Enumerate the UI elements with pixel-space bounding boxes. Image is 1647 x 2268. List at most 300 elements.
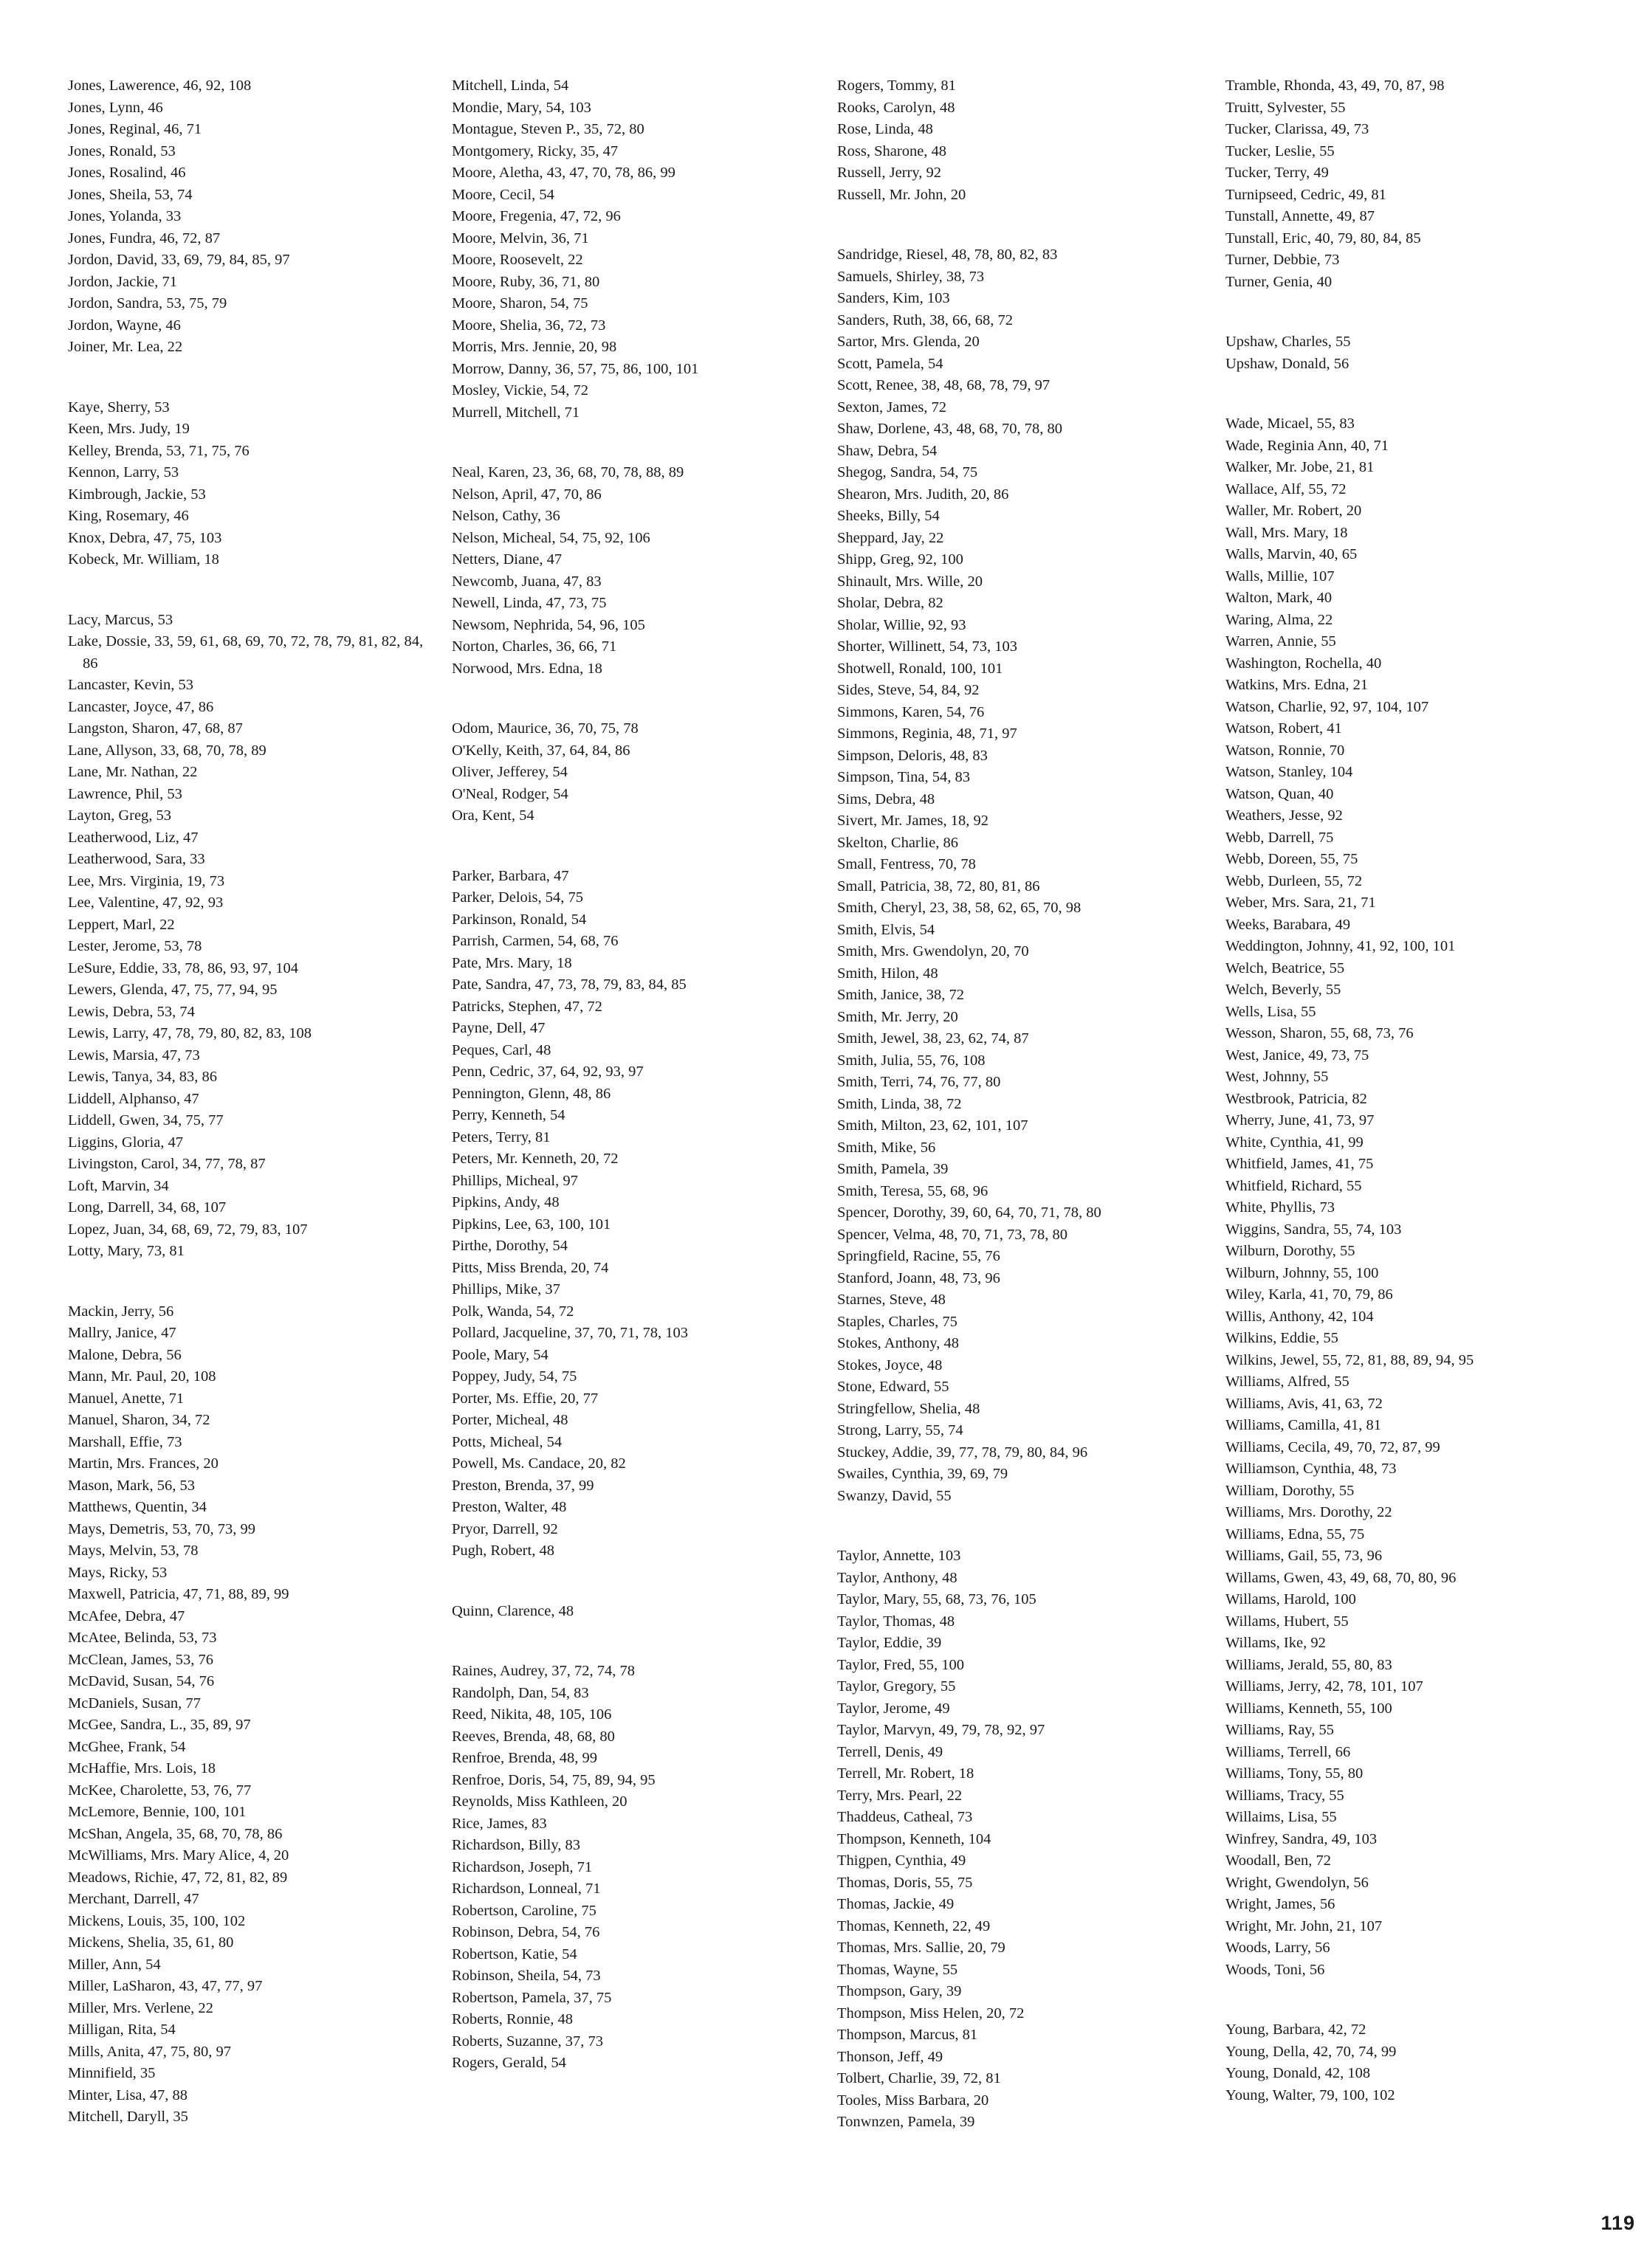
index-column-4 (1225, 75, 1595, 2145)
index-entry: Langston, Sharon, 47, 68, 87 (68, 720, 243, 737)
index-entry: Wilburn, Dorothy, 55 (1225, 1243, 1355, 1259)
index-entry: Skelton, Charlie, 86 (837, 834, 958, 851)
index-entry: Smith, Mike, 56 (837, 1139, 936, 1156)
index-entry: Perry, Kenneth, 54 (452, 1107, 565, 1123)
index-entry: Stuckey, Addie, 39, 77, 78, 79, 80, 84, 96 (837, 1444, 1088, 1461)
index-entry: Lancaster, Kevin, 53 (68, 677, 193, 693)
index-entry: Mays, Ricky, 53 (68, 1564, 168, 1581)
index-letter-group (452, 1661, 821, 2075)
index-entry: Taylor, Marvyn, 49, 79, 78, 92, 97 (837, 1722, 1045, 1738)
index-entry: Jones, Lynn, 46 (68, 99, 163, 116)
index-entry: Smith, Milton, 23, 62, 101, 107 (837, 1117, 1028, 1134)
index-entry: Smith, Linda, 38, 72 (837, 1095, 962, 1112)
index-entry: Watkins, Mrs. Edna, 21 (1225, 677, 1369, 693)
index-entry: Williams, Mrs. Dorothy, 22 (1225, 1504, 1392, 1520)
index-entry: Sims, Debra, 48 (837, 790, 935, 807)
index-entry: Shaw, Debra, 54 (837, 442, 938, 459)
index-entry: Mays, Melvin, 53, 78 (68, 1543, 199, 1559)
index-entry: Springfield, Racine, 55, 76 (837, 1248, 1000, 1264)
index-entry: Smith, Mr. Jerry, 20 (837, 1008, 958, 1025)
index-entry: Manuel, Sharon, 34, 72 (68, 1412, 210, 1428)
index-entry: Renfroe, Brenda, 48, 99 (452, 1750, 597, 1766)
index-entry: Rice, James, 83 (452, 1815, 547, 1832)
index-entry: Williams, Avis, 41, 63, 72 (1225, 1395, 1383, 1412)
index-entry: Moore, Shelia, 36, 72, 73 (452, 317, 606, 334)
index-entry: Williams, Camilla, 41, 81 (1225, 1417, 1381, 1433)
index-entry: Moore, Sharon, 54, 75 (452, 295, 588, 311)
index-entry: Marshall, Effie, 73 (68, 1433, 182, 1450)
index-entry: Jones, Reginal, 46, 71 (68, 121, 202, 137)
index-entry: Polk, Wanda, 54, 72 (452, 1303, 574, 1320)
index-entry: Thompson, Gary, 39 (837, 1983, 962, 1999)
index-entry: Tucker, Leslie, 55 (1225, 142, 1335, 159)
index-entry: Pipkins, Lee, 63, 100, 101 (452, 1216, 611, 1233)
index-entry: Thompson, Miss Helen, 20, 72 (837, 2005, 1025, 2021)
index-entry: Wright, Mr. John, 21, 107 (1225, 1917, 1383, 1934)
index-entry: Robinson, Sheila, 54, 73 (452, 1968, 601, 1984)
index-entry: Pate, Mrs. Mary, 18 (452, 954, 572, 971)
index-entry: Lewis, Marsia, 47, 73 (68, 1047, 200, 1064)
index-entry: Long, Darrell, 34, 68, 107 (68, 1199, 227, 1216)
index-entry: Malone, Debra, 56 (68, 1346, 182, 1363)
index-entry: Jones, Rosalind, 46 (68, 165, 186, 181)
index-entry: Preston, Walter, 48 (452, 1499, 567, 1515)
index-entry: Lane, Mr. Nathan, 22 (68, 764, 198, 780)
index-entry: Turner, Debbie, 73 (1225, 252, 1340, 268)
index-entry: Roberts, Ronnie, 48 (452, 2011, 573, 2027)
index-entry: Young, Walter, 79, 100, 102 (1225, 2086, 1395, 2103)
index-entry: Wright, Gwendolyn, 56 (1225, 1874, 1369, 1891)
index-entry: Welch, Beatrice, 55 (1225, 959, 1345, 976)
index-entry: Thompson, Marcus, 81 (837, 2027, 978, 2043)
index-entry: Truitt, Sylvester, 55 (1225, 99, 1346, 116)
index-entry: Phillips, Mike, 37 (452, 1281, 560, 1297)
index-entry: Sheeks, Billy, 54 (837, 508, 940, 524)
index-entry: Turnipseed, Cedric, 49, 81 (1225, 186, 1386, 203)
index-entry: Stringfellow, Shelia, 48 (837, 1400, 980, 1417)
index-entry: Jordon, Wayne, 46 (68, 317, 181, 334)
index-entry: Shegog, Sandra, 54, 75 (837, 464, 978, 480)
index-entry: Kennon, Larry, 53 (68, 464, 179, 480)
index-entry: Mickens, Shelia, 35, 61, 80 (68, 1934, 234, 1951)
index-entry: Williams, Ray, 55 (1225, 1722, 1335, 1738)
index-entry: Young, Donald, 42, 108 (1225, 2065, 1371, 2081)
index-entry: Miller, LaSharon, 43, 47, 77, 97 (68, 1978, 263, 1994)
index-entry: West, Janice, 49, 73, 75 (1225, 1047, 1369, 1064)
index-entry: Martin, Mrs. Frances, 20 (68, 1455, 219, 1472)
index-entry: Young, Della, 42, 70, 74, 99 (1225, 2043, 1397, 2060)
index-entry: Sholar, Willie, 92, 93 (837, 616, 966, 633)
index-entry: Poppey, Judy, 54, 75 (452, 1368, 577, 1385)
index-column-2 (452, 75, 821, 2113)
index-entry: Simpson, Tina, 54, 83 (837, 769, 970, 785)
index-entry: Simmons, Reginia, 48, 71, 97 (837, 725, 1017, 742)
index-entry: Pennington, Glenn, 48, 86 (452, 1085, 611, 1102)
index-entry: Jones, Lawerence, 46, 92, 108 (68, 77, 252, 94)
index-entry: Smith, Mrs. Gwendolyn, 20, 70 (837, 943, 1029, 959)
index-entry: Webb, Doreen, 55, 75 (1225, 851, 1358, 867)
index-entry: Preston, Brenda, 37, 99 (452, 1477, 594, 1494)
index-entry: Pryor, Darrell, 92 (452, 1520, 558, 1537)
index-entry: McLemore, Bennie, 100, 101 (68, 1804, 247, 1820)
index-entry: Winfrey, Sandra, 49, 103 (1225, 1830, 1378, 1847)
index-entry: Wright, James, 56 (1225, 1896, 1335, 1912)
index-entry: Scott, Renee, 38, 48, 68, 78, 79, 97 (837, 377, 1051, 393)
index-entry: McClean, James, 53, 76 (68, 1651, 213, 1668)
index-entry: Terrell, Mr. Robert, 18 (837, 1765, 974, 1782)
index-entry: Williamson, Cynthia, 48, 73 (1225, 1461, 1397, 1477)
index-entry: Kobeck, Mr. William, 18 (68, 551, 219, 568)
index-entry: Terrell, Denis, 49 (837, 1743, 943, 1760)
index-entry: McAfee, Debra, 47 (68, 1607, 185, 1624)
index-entry: Reynolds, Miss Kathleen, 20 (452, 1793, 627, 1810)
index-entry: Robertson, Caroline, 75 (452, 1902, 596, 1919)
index-entry: Woods, Larry, 56 (1225, 1940, 1330, 1956)
index-entry: LeSure, Eddie, 33, 78, 86, 93, 97, 104 (68, 959, 299, 976)
index-entry: Thomas, Jackie, 49 (837, 1896, 955, 1912)
index-entry: Rogers, Tommy, 81 (837, 77, 956, 94)
index-entry: Williams, Kenneth, 55, 100 (1225, 1700, 1392, 1717)
index-letter-group (68, 75, 437, 359)
index-entry: Norton, Charles, 36, 66, 71 (452, 638, 617, 655)
index-entry: McShan, Angela, 35, 68, 70, 78, 86 (68, 1825, 283, 1842)
index-entry: Sides, Steve, 54, 84, 92 (837, 682, 980, 698)
index-entry: Mills, Anita, 47, 75, 80, 97 (68, 2043, 231, 2060)
index-entry: Wiggins, Sandra, 55, 74, 103 (1225, 1221, 1402, 1238)
index-entry: Parrish, Carmen, 54, 68, 76 (452, 933, 619, 949)
index-entry: Spencer, Dorothy, 39, 60, 64, 70, 71, 78, 80 (837, 1204, 1101, 1221)
index-entry: Taylor, Jerome, 49 (837, 1700, 950, 1717)
index-entry: Watson, Ronnie, 70 (1225, 742, 1345, 759)
index-entry: Reed, Nikita, 48, 105, 106 (452, 1706, 612, 1723)
index-entry: Smith, Hilon, 48 (837, 965, 938, 982)
index-entry: Moore, Cecil, 54 (452, 186, 554, 203)
index-entry: Tunstall, Eric, 40, 79, 80, 84, 85 (1225, 230, 1421, 247)
index-entry: Strong, Larry, 55, 74 (837, 1422, 963, 1438)
index-entry: Watson, Quan, 40 (1225, 785, 1334, 802)
index-entry: Willams, Harold, 100 (1225, 1591, 1356, 1607)
index-entry: McGee, Sandra, L., 35, 89, 97 (68, 1717, 251, 1733)
index-entry: Swailes, Cynthia, 39, 69, 79 (837, 1466, 1008, 1482)
index-entry: Thomas, Doris, 55, 75 (837, 1874, 973, 1891)
index-entry: Moore, Aletha, 43, 47, 70, 78, 86, 99 (452, 165, 675, 181)
index-entry: Pollard, Jacqueline, 37, 70, 71, 78, 103 (452, 1325, 688, 1341)
index-entry: Wilburn, Johnny, 55, 100 (1225, 1264, 1379, 1281)
index-entry: Pirthe, Dorothy, 54 (452, 1238, 568, 1254)
index-entry: Sanders, Kim, 103 (837, 290, 950, 306)
index-entry: Tooles, Miss Barbara, 20 (837, 2092, 989, 2109)
index-entry: Mays, Demetris, 53, 70, 73, 99 (68, 1520, 255, 1537)
index-entry: Mason, Mark, 56, 53 (68, 1477, 195, 1494)
index-entry: Miller, Ann, 54 (68, 1956, 161, 1973)
index-entry: Taylor, Fred, 55, 100 (837, 1656, 964, 1673)
index-entry: Liddell, Gwen, 34, 75, 77 (68, 1112, 224, 1128)
index-letter-group (68, 610, 437, 1263)
index-entry: Robinson, Debra, 54, 76 (452, 1924, 600, 1940)
index-entry: Westbrook, Patricia, 82 (1225, 1090, 1367, 1107)
index-entry: Pitts, Miss Brenda, 20, 74 (452, 1259, 609, 1276)
index-entry: Taylor, Eddie, 39 (837, 1635, 942, 1651)
index-entry: Wall, Mrs. Mary, 18 (1225, 524, 1348, 541)
index-entry: Tolbert, Charlie, 39, 72, 81 (837, 2070, 1001, 2086)
index-entry: Tucker, Terry, 49 (1225, 165, 1329, 181)
index-entry: Ross, Sharone, 48 (837, 142, 947, 159)
index-column-1 (68, 75, 437, 2167)
index-entry: Williams, Tony, 55, 80 (1225, 1765, 1364, 1782)
index-entry: Powell, Ms. Candace, 20, 82 (452, 1455, 626, 1472)
index-entry: Minter, Lisa, 47, 88 (68, 2086, 188, 2103)
index-entry: Wade, Reginia Ann, 40, 71 (1225, 437, 1389, 454)
index-entry: Patricks, Stephen, 47, 72 (452, 998, 602, 1015)
index-entry: Neal, Karen, 23, 36, 68, 70, 78, 88, 89 (452, 464, 684, 480)
index-entry: Small, Patricia, 38, 72, 80, 81, 86 (837, 878, 1040, 895)
index-entry: Jones, Fundra, 46, 72, 87 (68, 230, 221, 247)
index-entry: Williams, Edna, 55, 75 (1225, 1526, 1365, 1543)
index-entry: Lake, Dossie, 33, 59, 61, 68, 69, 70, 72, 78, 79, 81, 82, 84, 86 (68, 633, 424, 672)
index-entry: Pipkins, Andy, 48 (452, 1194, 560, 1210)
index-entry: Sanders, Ruth, 38, 66, 68, 72 (837, 311, 1014, 328)
index-entry: Williams, Tracy, 55 (1225, 1787, 1344, 1804)
index-entry: Webb, Durleen, 55, 72 (1225, 872, 1363, 889)
index-entry: Merchant, Darrell, 47 (68, 1891, 199, 1907)
index-entry: Lancaster, Joyce, 47, 86 (68, 698, 214, 715)
index-letter-group (837, 244, 1206, 1507)
index-entry: Staples, Charles, 75 (837, 1313, 957, 1330)
index-entry: Morris, Mrs. Jennie, 20, 98 (452, 339, 617, 355)
index-entry: Odom, Maurice, 36, 70, 75, 78 (452, 720, 639, 737)
index-entry: Meadows, Richie, 47, 72, 81, 82, 89 (68, 1869, 288, 1886)
index-entry: Williams, Cecila, 49, 70, 72, 87, 99 (1225, 1438, 1440, 1455)
index-entry: Shotwell, Ronald, 100, 101 (837, 660, 1003, 677)
index-entry: Thomas, Mrs. Sallie, 20, 79 (837, 1940, 1005, 1956)
index-entry: Walker, Mr. Jobe, 21, 81 (1225, 459, 1375, 475)
index-entry: Terry, Mrs. Pearl, 22 (837, 1787, 963, 1804)
index-entry: Watson, Charlie, 92, 97, 104, 107 (1225, 698, 1429, 715)
index-entry: Williams, Alfred, 55 (1225, 1373, 1349, 1390)
index-entry: Miller, Mrs. Verlene, 22 (68, 1999, 213, 2016)
index-entry: Moore, Ruby, 36, 71, 80 (452, 273, 600, 290)
index-entry: Russell, Jerry, 92 (837, 165, 942, 181)
index-entry: Taylor, Gregory, 55 (837, 1678, 956, 1695)
index-entry: Whitfield, Richard, 55 (1225, 1177, 1362, 1194)
index-entry: White, Phyllis, 73 (1225, 1199, 1335, 1216)
index-entry: William, Dorothy, 55 (1225, 1482, 1355, 1499)
index-entry: Smith, Julia, 55, 76, 108 (837, 1052, 986, 1069)
index-entry: McDaniels, Susan, 77 (68, 1695, 201, 1712)
index-entry: Shaw, Dorlene, 43, 48, 68, 70, 78, 80 (837, 421, 1062, 437)
index-entry: Jordon, Sandra, 53, 75, 79 (68, 295, 227, 311)
index-entry: Weathers, Jesse, 92 (1225, 807, 1343, 824)
index-entry: Peters, Mr. Kenneth, 20, 72 (452, 1151, 619, 1167)
index-entry: Woods, Toni, 56 (1225, 1961, 1325, 1978)
index-entry: Leatherwood, Sara, 33 (68, 851, 205, 867)
index-entry: Tucker, Clarissa, 49, 73 (1225, 121, 1369, 137)
index-entry: Smith, Janice, 38, 72 (837, 987, 964, 1003)
index-entry: Richardson, Billy, 83 (452, 1837, 581, 1853)
index-entry: Scott, Pamela, 54 (837, 355, 943, 372)
index-entry: Small, Fentress, 70, 78 (837, 856, 976, 872)
index-entry: Robertson, Katie, 54 (452, 1945, 577, 1962)
index-letter-group (452, 462, 821, 680)
index-entry: Mallry, Janice, 47 (68, 1325, 176, 1341)
index-entry: Porter, Micheal, 48 (452, 1412, 568, 1428)
index-entry: Kimbrough, Jackie, 53 (68, 486, 206, 503)
index-letter-group (452, 1601, 821, 1623)
index-entry: Newell, Linda, 47, 73, 75 (452, 595, 607, 611)
index-entry: Upshaw, Donald, 56 (1225, 355, 1349, 372)
index-entry: Thomas, Wayne, 55 (837, 1961, 958, 1978)
index-letter-group (452, 718, 821, 827)
index-entry: Mickens, Louis, 35, 100, 102 (68, 1912, 246, 1929)
index-entry: Lester, Jerome, 53, 78 (68, 938, 202, 954)
index-entry: Smith, Teresa, 55, 68, 96 (837, 1182, 988, 1199)
index-entry: Mitchell, Daryll, 35 (68, 2109, 188, 2125)
index-entry: Sholar, Debra, 82 (837, 595, 943, 611)
index-entry: Peques, Carl, 48 (452, 1041, 551, 1058)
index-entry: Stokes, Anthony, 48 (837, 1335, 959, 1351)
index-entry: Willams, Hubert, 55 (1225, 1613, 1349, 1630)
index-entry: Parker, Delois, 54, 75 (452, 889, 583, 906)
index-entry: Roberts, Suzanne, 37, 73 (452, 2033, 603, 2050)
index-entry: Simmons, Karen, 54, 76 (837, 703, 985, 720)
index-letter-group (837, 75, 1206, 206)
index-entry: Williams, Gail, 55, 73, 96 (1225, 1548, 1383, 1564)
index-entry: Shorter, Willinett, 54, 73, 103 (837, 638, 1017, 655)
index-entry: Mitchell, Linda, 54 (452, 77, 569, 94)
index-entry: Warren, Annie, 55 (1225, 633, 1336, 649)
index-letter-group (452, 75, 821, 424)
index-entry: Jones, Yolanda, 33 (68, 208, 182, 224)
index-entry: Liggins, Gloria, 47 (68, 1134, 184, 1151)
index-entry: Minnifield, 35 (68, 2065, 156, 2081)
index-entry: Webb, Darrell, 75 (1225, 829, 1334, 846)
index-entry: White, Cynthia, 41, 99 (1225, 1134, 1364, 1151)
index-entry: Montague, Steven P., 35, 72, 80 (452, 121, 644, 137)
index-entry: Richardson, Joseph, 71 (452, 1858, 593, 1875)
index-entry: Watson, Robert, 41 (1225, 720, 1342, 737)
index-entry: Welch, Beverly, 55 (1225, 982, 1341, 998)
index-entry: Richardson, Lonneal, 71 (452, 1881, 601, 1897)
index-entry: Wells, Lisa, 55 (1225, 1003, 1316, 1020)
index-entry: Potts, Micheal, 54 (452, 1433, 563, 1450)
index-entry: Phillips, Micheal, 97 (452, 1172, 578, 1189)
index-entry: Willams, Gwen, 43, 49, 68, 70, 80, 96 (1225, 1569, 1457, 1586)
index-entry: Washington, Rochella, 40 (1225, 655, 1382, 672)
index-entry: Upshaw, Charles, 55 (1225, 334, 1351, 350)
index-entry: Williams, Jerald, 55, 80, 83 (1225, 1656, 1392, 1673)
index-entry: Maxwell, Patricia, 47, 71, 88, 89, 99 (68, 1586, 289, 1602)
index-entry: Rose, Linda, 48 (837, 121, 933, 137)
index-entry: Lewis, Tanya, 34, 83, 86 (68, 1069, 218, 1085)
index-entry: Weber, Mrs. Sara, 21, 71 (1225, 895, 1376, 911)
index-entry: Kaye, Sherry, 53 (68, 399, 170, 416)
index-entry: Milligan, Rita, 54 (68, 2021, 176, 2038)
index-entry: Lane, Allyson, 33, 68, 70, 78, 89 (68, 742, 267, 759)
index-entry: McKee, Charolette, 53, 76, 77 (68, 1782, 252, 1799)
index-entry: Robertson, Pamela, 37, 75 (452, 1989, 612, 2006)
index-entry: Thaddeus, Catheal, 73 (837, 1809, 973, 1825)
index-entry: Sandridge, Riesel, 48, 78, 80, 82, 83 (837, 247, 1058, 263)
index-entry: Netters, Diane, 47 (452, 551, 563, 568)
index-entry: Moore, Fregenia, 47, 72, 96 (452, 208, 621, 224)
index-column-3 (837, 75, 1206, 2172)
index-entry: Taylor, Anthony, 48 (837, 1569, 957, 1586)
index-letter-group (1225, 75, 1595, 293)
index-entry: Jordon, David, 33, 69, 79, 84, 85, 97 (68, 252, 290, 268)
index-entry: McGhee, Frank, 54 (68, 1738, 186, 1755)
index-entry: Shinault, Mrs. Wille, 20 (837, 573, 983, 590)
index-entry: Willams, Ike, 92 (1225, 1635, 1326, 1651)
index-entry: Sartor, Mrs. Glenda, 20 (837, 334, 980, 350)
index-entry: Watson, Stanley, 104 (1225, 764, 1353, 780)
index-entry: Starnes, Steve, 48 (837, 1292, 946, 1308)
index-entry: King, Rosemary, 46 (68, 508, 189, 524)
index-entry: Loft, Marvin, 34 (68, 1177, 169, 1194)
index-entry: Moore, Roosevelt, 22 (452, 252, 583, 268)
index-entry: Lee, Mrs. Virginia, 19, 73 (68, 872, 225, 889)
index-entry: Nelson, Micheal, 54, 75, 92, 106 (452, 529, 650, 546)
index-entry: Lopez, Juan, 34, 68, 69, 72, 79, 83, 107 (68, 1221, 308, 1238)
index-entry: Lewers, Glenda, 47, 75, 77, 94, 95 (68, 982, 278, 998)
index-entry: Pate, Sandra, 47, 73, 78, 79, 83, 84, 85 (452, 976, 687, 993)
index-entry: Shearon, Mrs. Judith, 20, 86 (837, 486, 1009, 503)
index-entry: Russell, Mr. John, 20 (837, 186, 966, 203)
index-entry: Woodall, Ben, 72 (1225, 1852, 1331, 1869)
index-entry: Wiley, Karla, 41, 70, 79, 86 (1225, 1286, 1393, 1303)
index-letter-group (68, 397, 437, 571)
index-entry: Keen, Mrs. Judy, 19 (68, 421, 190, 437)
index-entry: Waring, Alma, 22 (1225, 611, 1333, 628)
index-entry: Wilkins, Eddie, 55 (1225, 1330, 1338, 1346)
index-entry: Livingston, Carol, 34, 77, 78, 87 (68, 1156, 266, 1172)
index-entry: Lee, Valentine, 47, 92, 93 (68, 895, 224, 911)
index-letter-group (68, 1301, 437, 2129)
index-entry: Newcomb, Juana, 47, 83 (452, 573, 602, 590)
index-entry: Stone, Edward, 55 (837, 1379, 949, 1395)
index-entry: Williams, Jerry, 42, 78, 101, 107 (1225, 1678, 1423, 1695)
index-entry: Raines, Audrey, 37, 72, 74, 78 (452, 1663, 636, 1679)
index-entry: Lacy, Marcus, 53 (68, 611, 173, 628)
index-entry: Quinn, Clarence, 48 (452, 1602, 574, 1619)
index-entry: Wade, Micael, 55, 83 (1225, 416, 1355, 432)
index-entry: Wesson, Sharon, 55, 68, 73, 76 (1225, 1025, 1414, 1041)
index-entry: Tonwnzen, Pamela, 39 (837, 2114, 975, 2130)
index-entry: Smith, Jewel, 38, 23, 62, 74, 87 (837, 1030, 1029, 1047)
index-entry: Waller, Mr. Robert, 20 (1225, 503, 1362, 519)
index-entry: Wilkins, Jewel, 55, 72, 81, 88, 89, 94, 95 (1225, 1351, 1474, 1368)
index-entry: Norwood, Mrs. Edna, 18 (452, 660, 602, 677)
index-entry: Morrow, Danny, 36, 57, 75, 86, 100, 101 (452, 360, 699, 377)
index-entry: Knox, Debra, 47, 75, 103 (68, 529, 222, 546)
index-entry: Mosley, Vickie, 54, 72 (452, 382, 588, 399)
index-entry: Thompson, Kenneth, 104 (837, 1830, 991, 1847)
index-entry: Tramble, Rhonda, 43, 49, 70, 87, 98 (1225, 77, 1445, 94)
index-entry: Parker, Barbara, 47 (452, 867, 569, 884)
index-entry: Manuel, Anette, 71 (68, 1390, 185, 1407)
index-entry: Weddington, Johnny, 41, 92, 100, 101 (1225, 938, 1456, 954)
index-entry: Kelley, Brenda, 53, 71, 75, 76 (68, 442, 250, 459)
index-entry: Nelson, April, 47, 70, 86 (452, 486, 602, 503)
index-entry: Murrell, Mitchell, 71 (452, 404, 580, 421)
index-entry: Thigpen, Cynthia, 49 (837, 1852, 966, 1869)
index-entry: Sivert, Mr. James, 18, 92 (837, 813, 988, 829)
index-entry: Lewis, Larry, 47, 78, 79, 80, 82, 83, 108 (68, 1025, 312, 1041)
index-entry: Layton, Greg, 53 (68, 807, 172, 824)
index-entry: Newsom, Nephrida, 54, 96, 105 (452, 616, 645, 633)
index-entry: Porter, Ms. Effie, 20, 77 (452, 1390, 599, 1407)
index-entry: O'Kelly, Keith, 37, 64, 84, 86 (452, 742, 630, 759)
index-entry: Mackin, Jerry, 56 (68, 1303, 174, 1320)
